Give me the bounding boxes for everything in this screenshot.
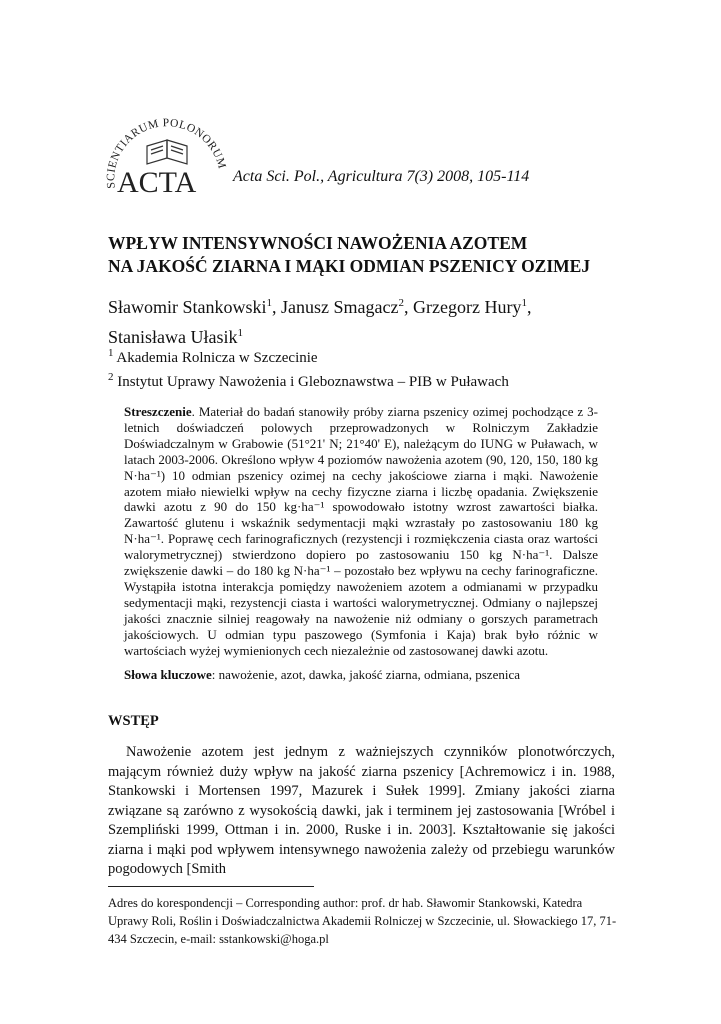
author-list xyxy=(108,290,628,350)
author: Sławomir Stankowski$^1$, xyxy=(108,297,282,317)
book-icon xyxy=(147,140,187,164)
acta-logo xyxy=(103,100,233,200)
keywords xyxy=(124,667,598,683)
logo-acta-text: ACTA xyxy=(117,166,197,199)
title-line-1: WPŁYW INTENSYWNOŚCI NAWOŻENIA AZOTEM xyxy=(108,233,528,253)
author: Janusz Smagacz$^2$, xyxy=(281,297,413,317)
title-line-2: NA JAKOŚĆ ZIARNA I MĄKI ODMIAN PSZENICY OZIMEJ xyxy=(108,256,591,276)
journal-header xyxy=(103,100,593,200)
logo-arc-text: SCIENTIARUM POLONORUM xyxy=(105,117,228,190)
paragraph: Nawożenie azotem jest jednym z ważniejszych czynników plonotwórczych, mającym również duży wpływ na jakość ziarna pszenicy [Achremowicz i in. 1988, Stankowski i Mortensen 1997, Mazurek i Sułek 1999]. Zmiany jakości ziarna związane są zarówno z wysokością dawki, jak i terminem jej zastosowania [Wróbel i Szempliński 1999, Ottman i in. 2000, Ruske i in. 2003]. Kształtowanie się jakości ziarna i mąki pod wpływem intensywnego nawożenia zależy od przebiegu warunków pogodowych [Smith xyxy=(108,744,615,877)
journal-citation: Acta Sci. Pol., Agricultura 7(3) 2008, 105-114 xyxy=(233,168,530,185)
affiliation-1: $^1$ Akademia Rolnicza w Szczecinie xyxy=(108,347,318,366)
section-heading: WSTĘP xyxy=(108,713,159,729)
author: Grzegorz Hury$^1$, xyxy=(412,297,532,317)
affiliations xyxy=(108,344,509,392)
affiliation-2: $^2$ Instytut Uprawy Nawożenia i Gleboznawstwa – PIB w Puławach xyxy=(108,371,509,390)
keywords-text: : nawożenie, azot, dawka, jakość ziarna, odmiana, pszenica xyxy=(211,667,520,682)
footnote: Adres do korespondencji – Corresponding author: prof. dr hab. Sławomir Stankowski, Katedra Uprawy Roli, Roślin i Doświadczalnictwa Akademii Rolniczej w Szczecinie, ul. Słowackiego 17, 71-434 Szczecin, e-mail: sstankowski@hoga.pl xyxy=(108,896,617,946)
author: Stanisława Ułasik$^1$ xyxy=(108,327,243,347)
body-paragraph xyxy=(108,743,615,880)
article-title xyxy=(108,232,628,278)
abstract-text: . Materiał do badań stanowiły próby ziarna pszenicy ozimej pochodzące z 3-letnich doświadczeń polowych przeprowadzonych w Rolniczym Zakładzie Doświadczalnym w Grabowie (51°21' N; 21°40' E), należącym do IUNG w Puławach, w latach 2003-2006. Określono wpływ 4 poziomów nawożenia azotem (90, 120, 150, 180 kg N·ha⁻¹) 10 odmian pszenicy ozimej na cechy jakościowe ziarna i mąki. Nawożenie azotem miało niewielki wpływ na cechy fizyczne ziarna i liczbę opadania. Zwiększenie dawki azotu z 90 do 150 kg·ha⁻¹ spowodowało istotny wzrost zawartości białka. Zawartość glutenu i wskaźnik sedymentacji mąki wzrastały po zastosowaniu 180 kg N·ha⁻¹. Poprawę cech farinograficznych (rezystencji i rozmiękczenia ciasta oraz wartości walorymetrycznej) stwierdzono dopiero po zastosowaniu 150 kg N·ha⁻¹. Dalsze zwiększenie dawki – do 180 kg N·ha⁻¹ – pozostało bez wpływu na cechy farinograficzne. Wystąpiła istotna interakcja pomiędzy nawożeniem azotem a odmianami w przypadku sedymentacji mąki, rezystencji ciasta i wartości walorymetrycznej. Odmiany o najlepszej jakości znacznie silniej reagowały na nawożenie niż odmiany o gorszych parametrach jakościowych. U odmian typu paszowego (Symfonia i Kaja) brak było różnic w wartościach wyżej wymienionych cech niezależnie od zastosowanej dawki azotu. xyxy=(124,404,598,658)
footnote-rule xyxy=(108,886,314,887)
abstract xyxy=(124,404,598,659)
abstract-label: Streszczenie xyxy=(124,404,192,419)
keywords-label: Słowa kluczowe xyxy=(124,667,212,682)
